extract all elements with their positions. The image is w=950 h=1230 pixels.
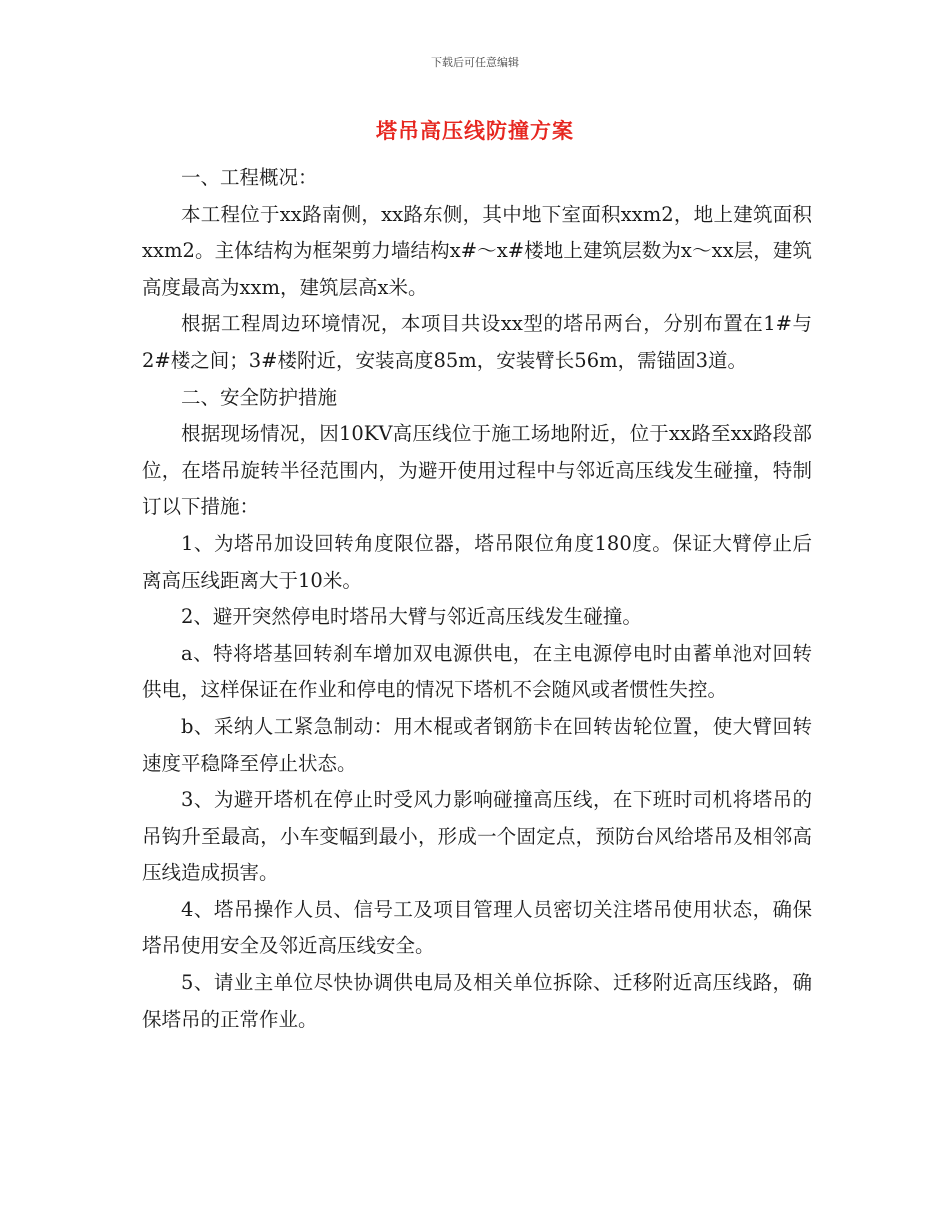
section-heading-safety: 二、安全防护措施: [181, 385, 338, 409]
document-title: 塔吊高压线防撞方案: [376, 119, 574, 143]
paragraph-site-conditions: 根据现场情况，因10KV高压线位于施工场地附近，位于xx路至xx路段部位，在塔吊旋转半径范围内，为避开使用过程中与邻近高压线发生碰撞，特制订以下措施：: [142, 422, 812, 519]
measure-item-3: 3、为避开塔机在停止时受风力影响碰撞高压线，在下班时司机将塔吊的吊钩升至最高，小车变幅到最小，形成一个固定点，预防台风给塔吊及相邻高压线造成损害。: [142, 788, 812, 885]
measure-item-2b: b、采纳人工紧急制动：用木棍或者钢筋卡在回转齿轮位置，使大臂回转速度平稳降至停止状态。: [142, 714, 812, 775]
measure-item-1: 1、为塔吊加设回转角度限位器，塔吊限位角度180度。保证大臂停止后离高压线距离大于10米。: [142, 531, 812, 592]
measure-item-2a: a、特将塔基回转刹车增加双电源供电，在主电源停电时由蓄单池对回转供电，这样保证在作业和停电的情况下塔机不会随风或者惯性失控。: [142, 641, 812, 702]
paragraph-crane-setup: 根据工程周边环境情况，本项目共设xx型的塔吊两台，分别布置在1#与2#楼之间；3#楼附近，安装高度85m，安装臂长56m，需锚固3道。: [142, 312, 812, 372]
header-note: 下载后可任意编辑: [431, 56, 519, 69]
measure-item-5: 5、请业主单位尽快协调供电局及相关单位拆除、迁移附近高压线路，确保塔吊的正常作业。: [142, 971, 812, 1031]
document-body: [142, 160, 812, 1038]
section-heading-overview: 一、工程概况：: [181, 166, 318, 189]
measure-item-4: 4、塔吊操作人员、信号工及项目管理人员密切关注塔吊使用状态，确保塔吊使用安全及邻近高压线安全。: [142, 897, 812, 958]
measure-item-2: 2、避开突然停电时塔吊大臂与邻近高压线发生碰撞。: [181, 605, 642, 629]
paragraph-project-location: 本工程位于xx路南侧，xx路东侧，其中地下室面积xxm2，地上建筑面积xxm2。主体结构为框架剪力墙结构x#～x#楼地上建筑层数为x～xx层，建筑高度最高为xxm，建筑层高x米。: [142, 202, 812, 299]
